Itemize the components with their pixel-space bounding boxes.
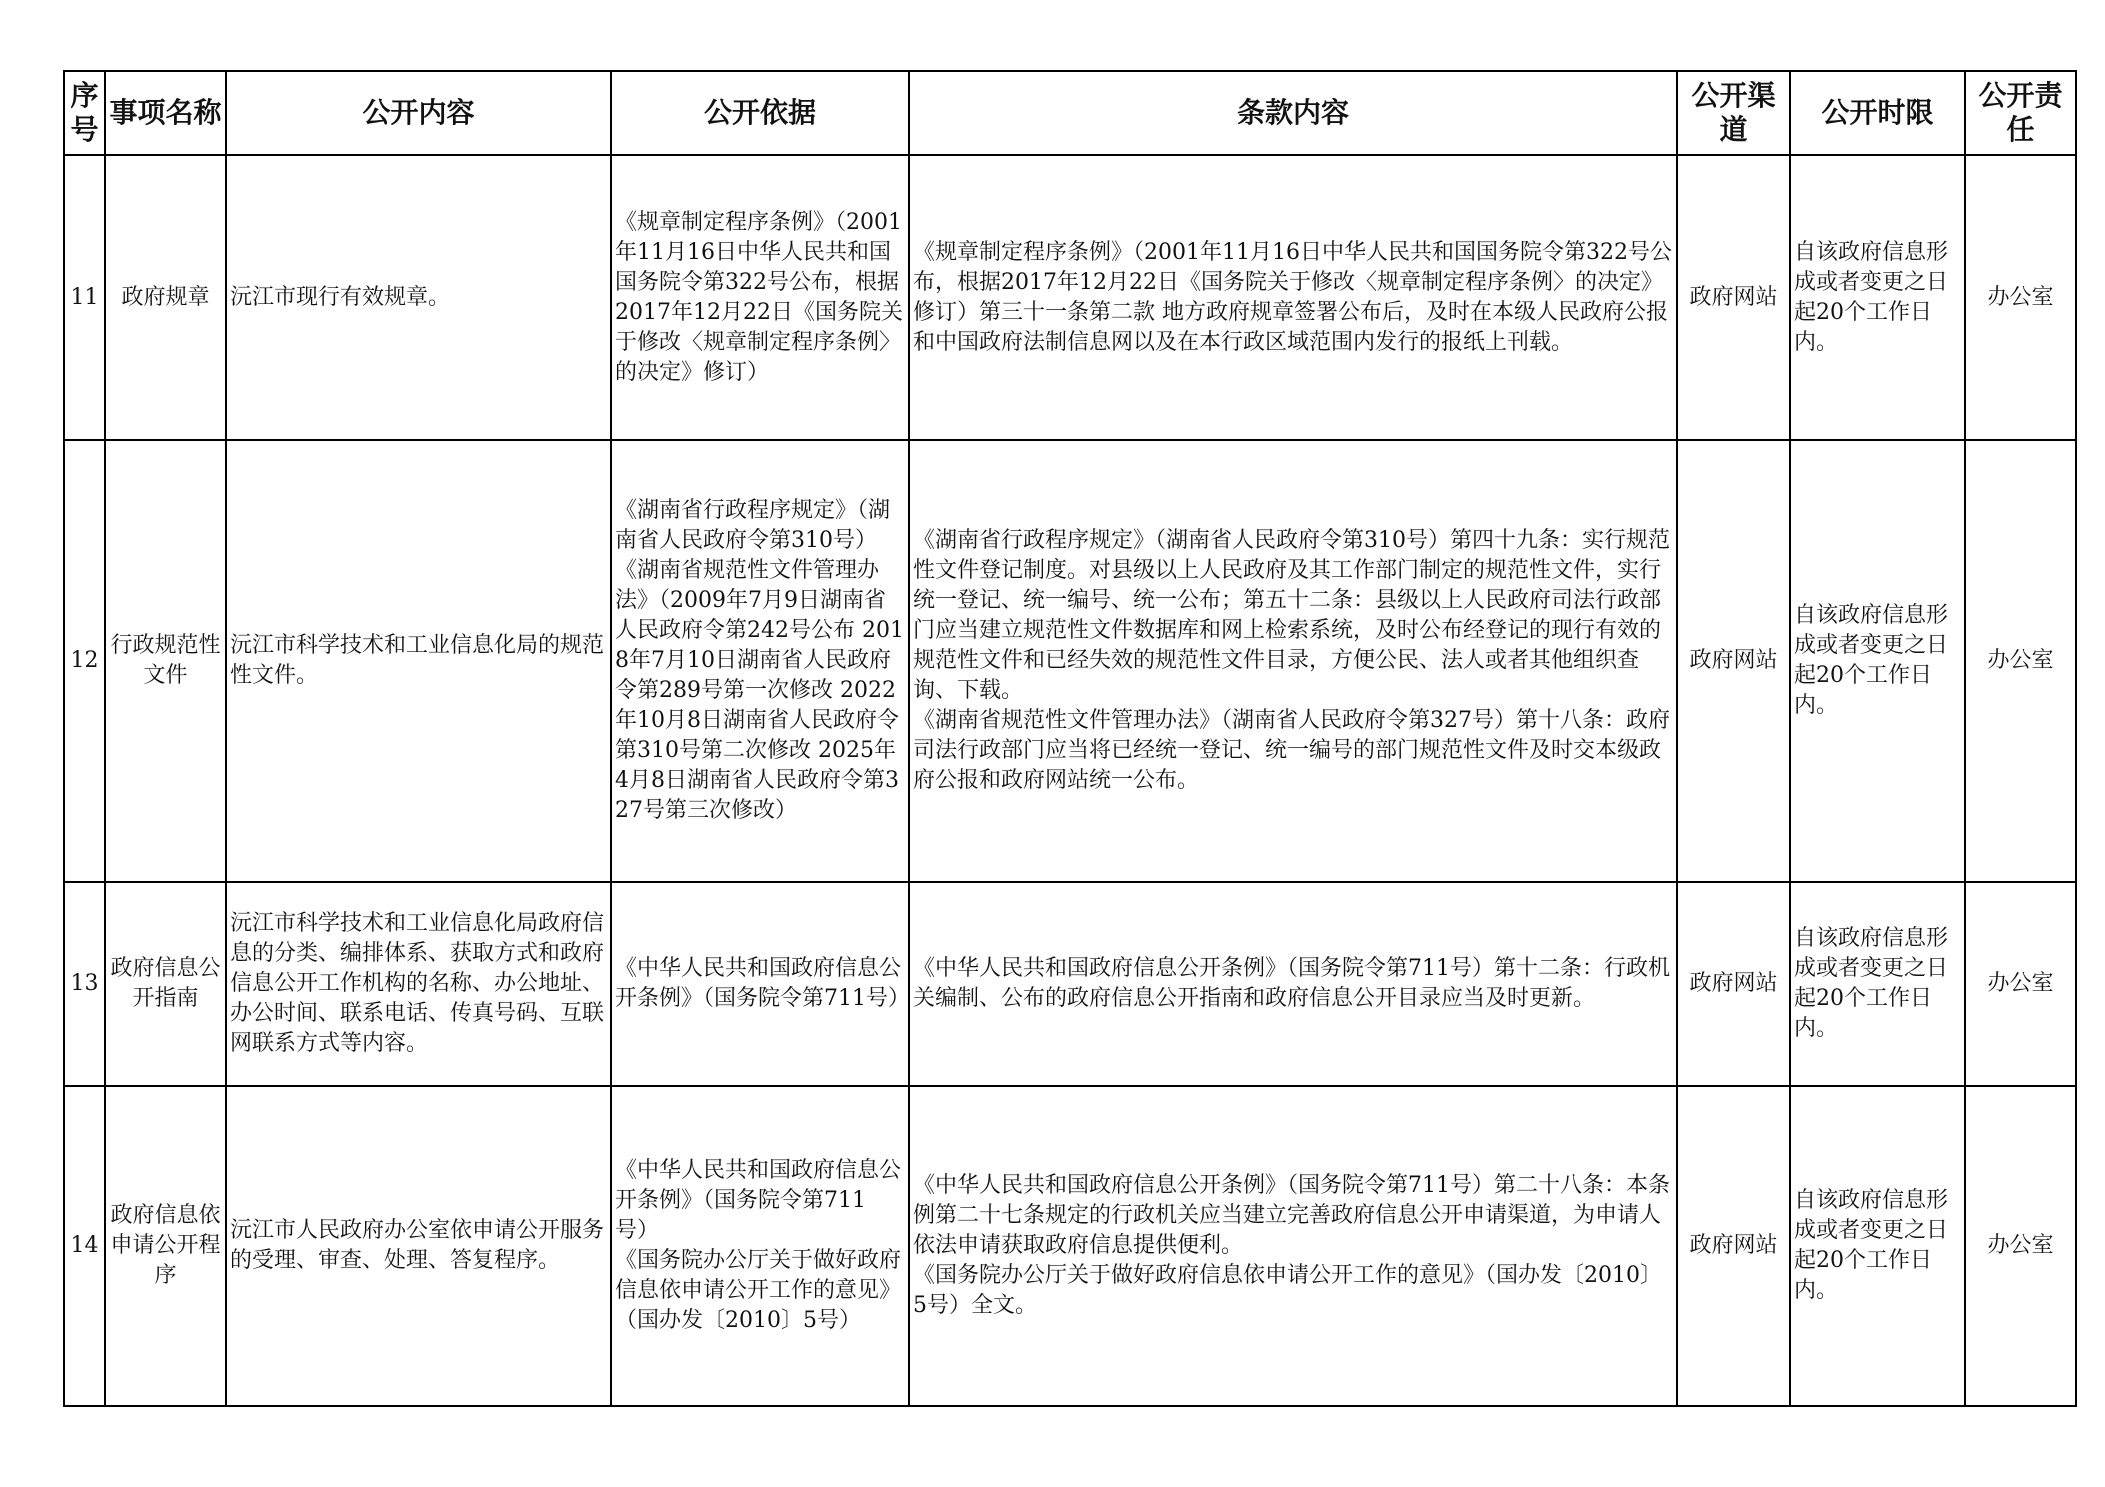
cell-basis: 《规章制定程序条例》（2001年11月16日中华人民共和国国务院令第322号公布，根据2017年12月22日《国务院关于修改〈规章制定程序条例〉的决定》修订） — [611, 155, 909, 440]
header-channel: 公开渠道 — [1677, 71, 1790, 155]
cell-content: 沅江市科学技术和工业信息化局政府信息的分类、编排体系、获取方式和政府信息公开工作机构的名称、办公地址、办公时间、联系电话、传真号码、互联网联系方式等内容。 — [226, 882, 611, 1086]
cell-period: 自该政府信息形成或者变更之日起20个工作日内。 — [1790, 155, 1965, 440]
cell-seq: 12 — [64, 440, 105, 882]
cell-content: 沅江市现行有效规章。 — [226, 155, 611, 440]
cell-clause: 《中华人民共和国政府信息公开条例》（国务院令第711号）第十二条：行政机关编制、公布的政府信息公开指南和政府信息公开目录应当及时更新。 — [909, 882, 1677, 1086]
header-seq: 序号 — [64, 71, 105, 155]
cell-clause: 《中华人民共和国政府信息公开条例》（国务院令第711号）第二十八条：本条例第二十七条规定的行政机关应当建立完善政府信息公开申请渠道，为申请人依法申请获取政府信息提供便利。 《国务院办公厅关于做好政府信息依申请公开工作的意见》（国办发〔2010〕5号）全文。 — [909, 1086, 1677, 1406]
header-row — [64, 71, 2076, 155]
header-period: 公开时限 — [1790, 71, 1965, 155]
cell-seq: 11 — [64, 155, 105, 440]
cell-period: 自该政府信息形成或者变更之日起20个工作日内。 — [1790, 882, 1965, 1086]
cell-channel: 政府网站 — [1677, 1086, 1790, 1406]
cell-item: 政府信息公开指南 — [105, 882, 226, 1086]
cell-seq: 14 — [64, 1086, 105, 1406]
table-row — [64, 440, 2076, 882]
cell-content: 沅江市科学技术和工业信息化局的规范性文件。 — [226, 440, 611, 882]
cell-item: 行政规范性文件 — [105, 440, 226, 882]
table-row — [64, 1086, 2076, 1406]
cell-duty: 办公室 — [1965, 440, 2076, 882]
header-basis: 公开依据 — [611, 71, 909, 155]
header-clause: 条款内容 — [909, 71, 1677, 155]
header-duty: 公开责任 — [1965, 71, 2076, 155]
cell-item: 政府信息依申请公开程序 — [105, 1086, 226, 1406]
cell-period: 自该政府信息形成或者变更之日起20个工作日内。 — [1790, 440, 1965, 882]
cell-duty: 办公室 — [1965, 155, 2076, 440]
table-row — [64, 882, 2076, 1086]
cell-duty: 办公室 — [1965, 882, 2076, 1086]
cell-clause: 《规章制定程序条例》（2001年11月16日中华人民共和国国务院令第322号公布，根据2017年12月22日《国务院关于修改〈规章制定程序条例〉的决定》修订）第三十一条第二款 地方政府规章签署公布后，及时在本级人民政府公报和中国政府法制信息网以及在本行政区域范围内发行的报纸上刊载。 — [909, 155, 1677, 440]
header-item: 事项名称 — [105, 71, 226, 155]
cell-seq: 13 — [64, 882, 105, 1086]
cell-basis: 《湖南省行政程序规定》（湖南省人民政府令第310号） 《湖南省规范性文件管理办法》（2009年7月9日湖南省人民政府令第242号公布 2018年7月10日湖南省人民政府令第289号第一次修改 2022年10月8日湖南省人民政府令第310号第二次修改 2025年4月8日湖南省人民政府令第327号第三次修改） — [611, 440, 909, 882]
cell-basis: 《中华人民共和国政府信息公开条例》（国务院令第711号） — [611, 882, 909, 1086]
cell-clause: 《湖南省行政程序规定》（湖南省人民政府令第310号）第四十九条：实行规范性文件登记制度。对县级以上人民政府及其工作部门制定的规范性文件，实行统一登记、统一编号、统一公布；第五十二条：县级以上人民政府司法行政部门应当建立规范性文件数据库和网上检索系统，及时公布经登记的现行有效的规范性文件和已经失效的规范性文件目录，方便公民、法人或者其他组织查询、下载。 《湖南省规范性文件管理办法》（湖南省人民政府令第327号）第十八条：政府司法行政部门应当将已经统一登记、统一编号的部门规范性文件及时交本级政府公报和政府网站统一公布。 — [909, 440, 1677, 882]
table-row — [64, 155, 2076, 440]
cell-duty: 办公室 — [1965, 1086, 2076, 1406]
cell-item: 政府规章 — [105, 155, 226, 440]
cell-channel: 政府网站 — [1677, 440, 1790, 882]
cell-channel: 政府网站 — [1677, 155, 1790, 440]
header-content: 公开内容 — [226, 71, 611, 155]
cell-basis: 《中华人民共和国政府信息公开条例》（国务院令第711号） 《国务院办公厅关于做好政府信息依申请公开工作的意见》（国办发〔2010〕5号） — [611, 1086, 909, 1406]
cell-channel: 政府网站 — [1677, 882, 1790, 1086]
disclosure-table — [63, 70, 2077, 1407]
cell-period: 自该政府信息形成或者变更之日起20个工作日内。 — [1790, 1086, 1965, 1406]
cell-content: 沅江市人民政府办公室依申请公开服务的受理、审查、处理、答复程序。 — [226, 1086, 611, 1406]
